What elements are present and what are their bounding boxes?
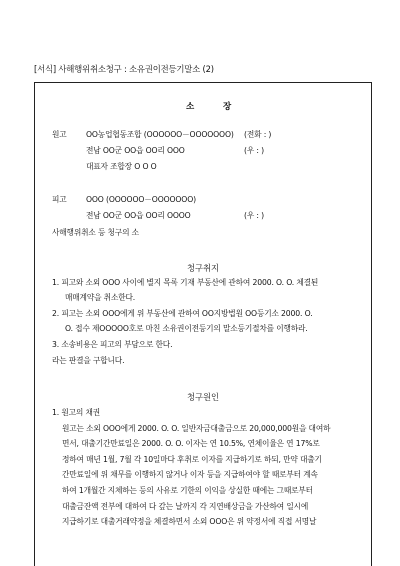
claims-line: O. 접수 제OOOOO호로 마친 소유권이전등기의 말소등기절차를 이행하라. xyxy=(65,324,308,333)
causes-heading: 청구원인 xyxy=(186,392,220,402)
case-title: 사해행위취소 등 청구의 소 xyxy=(52,228,139,237)
claims-line: 1. 피고와 소외 OOO 사이에 별지 목록 기재 부동산에 관하여 2000. O. O. 체결된 xyxy=(52,278,319,287)
plaintiff-representative: 대표자 조합장 O O O xyxy=(86,162,157,171)
plaintiff-name: OO농업협동조합 (OOOOOO－OOOOOOO) xyxy=(86,130,234,139)
form-header: [서식] 사해행위취소청구 : 소유권이전등기말소 (2) xyxy=(34,64,214,74)
plaintiff-postal: (우 : ) xyxy=(244,146,265,155)
defendant-address: 전남 OO군 OO읍 OO리 OOOO xyxy=(86,211,191,220)
claims-line: 매매계약을 취소한다. xyxy=(65,293,136,302)
claims-line: 3. 소송비용은 피고의 부담으로 한다. xyxy=(52,340,173,349)
causes-line: 면서, 대출기간만료일은 2000. O. O. 이자는 연 10.5%, 연체이율은 연 17%로 xyxy=(62,439,320,448)
claims-line: 2. 피고는 소외 OOO에게 위 부동산에 관하여 OO지방법원 OO등기소 2000. O. xyxy=(52,309,313,318)
plaintiff-phone: (전화 : ) xyxy=(244,130,272,139)
defendant-role: 피고 xyxy=(52,195,67,204)
causes-line: 하여 1개월간 지체하는 등의 사유로 기한의 이익을 상실한 때에는 그때로부터 xyxy=(62,486,313,495)
defendant-postal: (우 : ) xyxy=(244,211,265,220)
causes-line: 간만료일에 위 채무를 이행하지 않거나 이자 등을 지급하여야 할 때로부터 계속 xyxy=(62,470,318,479)
title-char-2: 장 xyxy=(223,102,232,112)
plaintiff-address: 전남 OO군 OO읍 OO리 OOO xyxy=(86,146,185,155)
defendant-name: OOO (OOOOOO－OOOOOOO) xyxy=(86,195,196,204)
causes-line: 대출금잔액 전부에 대하여 다 갚는 날까지 각 지연배상금을 가산하여 일시에 xyxy=(62,502,309,511)
causes-line: 정하여 매년 1월, 7월 각 10일마다 후취로 이자를 지급하기로 하되, 만약 대출기 xyxy=(62,455,322,464)
title-char-1: 소 xyxy=(186,102,195,112)
claims-heading: 청구취지 xyxy=(186,263,220,273)
causes-line: 지급하기로 대출거래약정을 체결하면서 소외 OOO은 위 약정서에 직접 서명날 xyxy=(62,517,317,526)
causes-section-title: 1. 원고의 채권 xyxy=(52,408,101,417)
claims-line: 라는 판결을 구합니다. xyxy=(52,356,125,365)
causes-line: 원고는 소외 OOO에게 2000. O. O. 일반자금대출금으로 20,000,000원을 대여하 xyxy=(62,424,331,433)
plaintiff-role: 원고 xyxy=(52,130,67,139)
